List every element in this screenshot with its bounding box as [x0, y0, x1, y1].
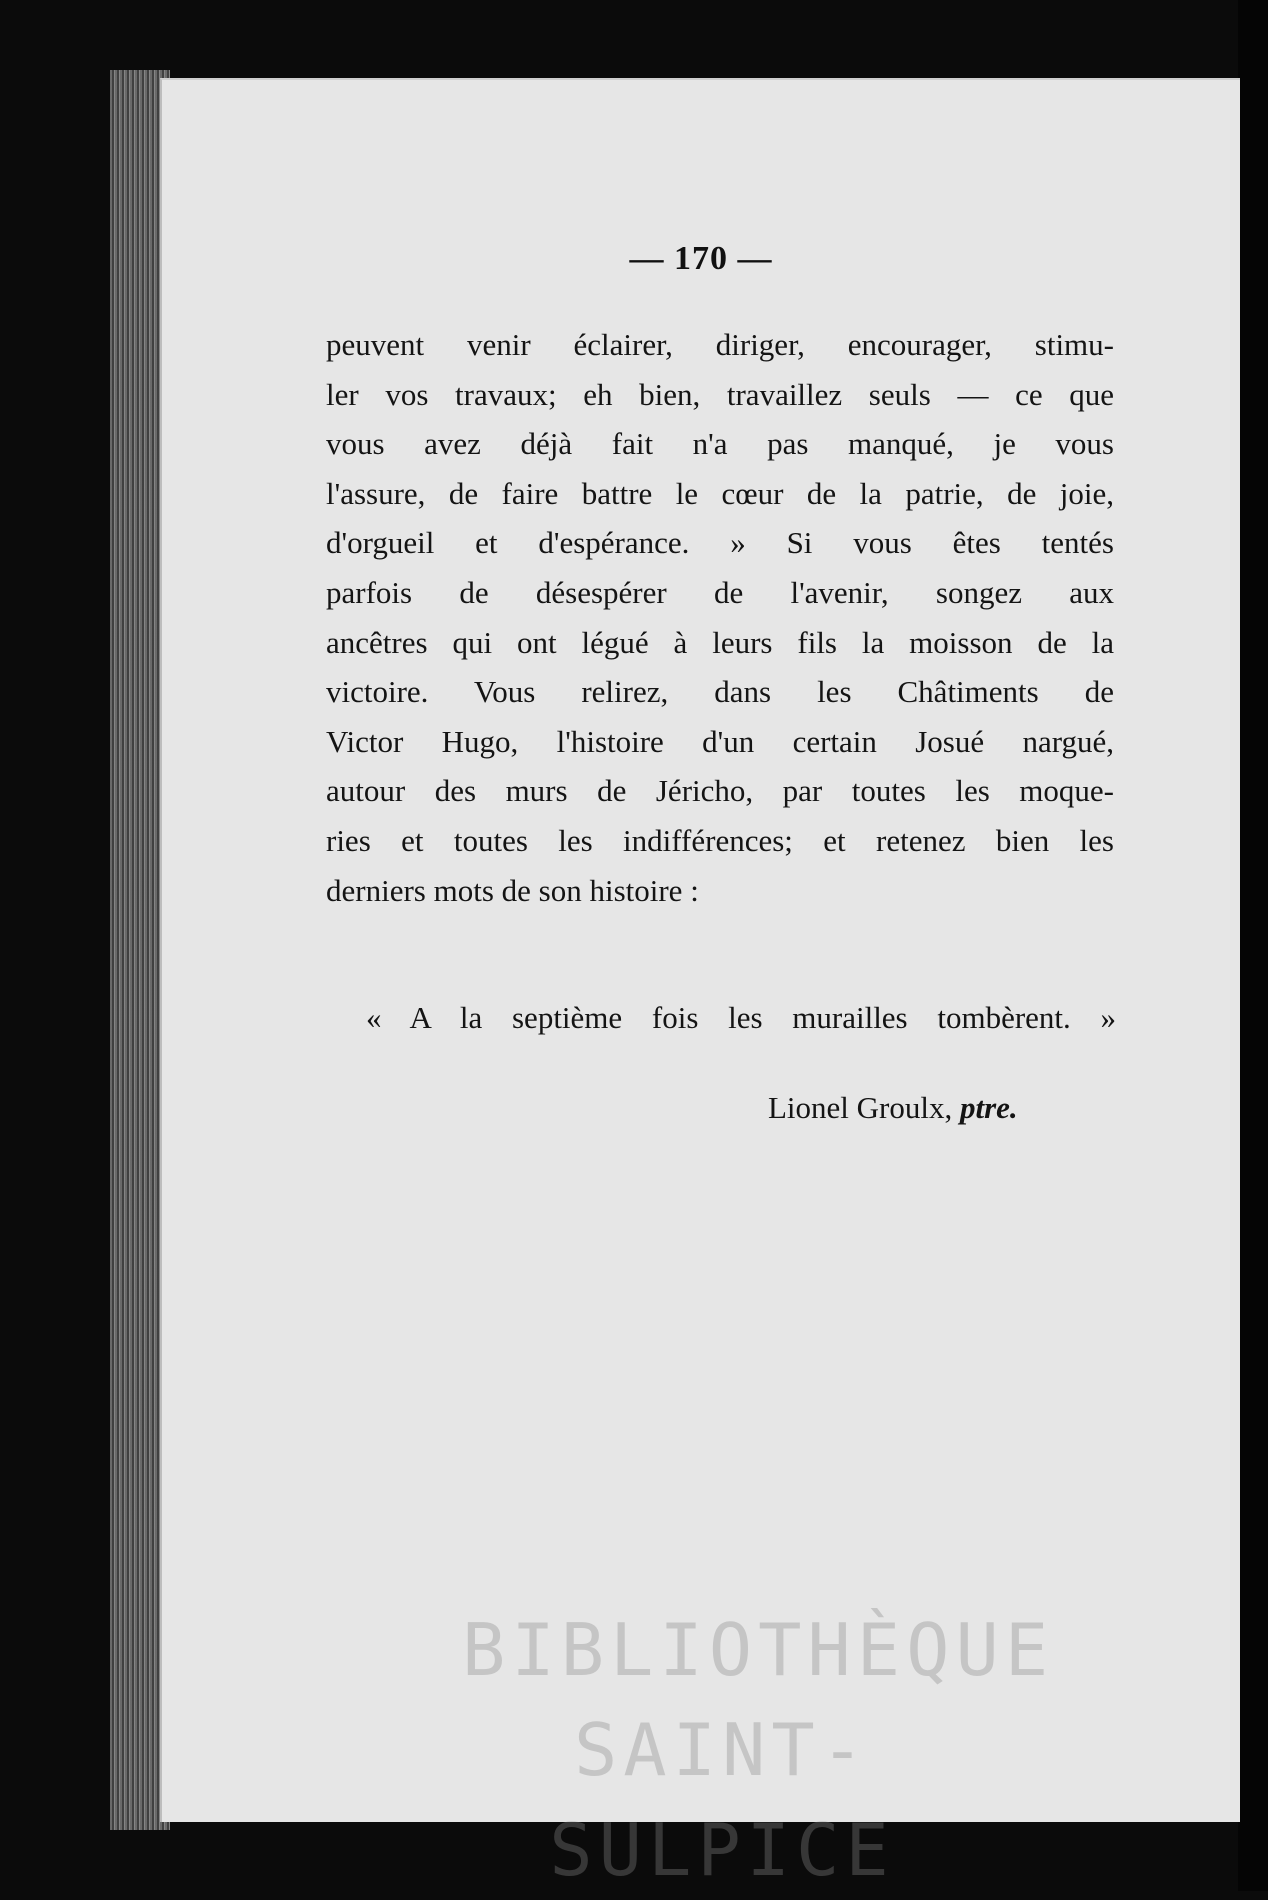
paragraph-line: ancêtres qui ont légué à leurs fils la moisson de la	[326, 624, 1114, 660]
paragraph-line: parfois de désespérer de l'avenir, songez aux	[326, 574, 1114, 610]
paragraph	[326, 320, 1114, 915]
paragraph-line: autour des murs de Jéricho, par toutes les moque-	[326, 773, 1114, 809]
signature-name: Lionel Groulx,	[768, 1090, 953, 1125]
paragraph-line: victoire. Vous relirez, dans les Châtiments de	[326, 674, 1114, 710]
paragraph-line: d'orgueil et d'espérance. » Si vous êtes tentés	[326, 525, 1114, 561]
paragraph-line: peuvent venir éclairer, diriger, encourager, stimu-	[326, 327, 1114, 362]
scan-border	[1238, 0, 1268, 1891]
paragraph-line: derniers mots de son histoire :	[326, 872, 699, 908]
book-page	[160, 78, 1240, 1892]
paragraph-line: l'assure, de faire battre le cœur de la patrie, de joie,	[326, 475, 1114, 511]
quote: « A la septième fois les murailles tombèrent. »	[366, 1000, 1116, 1035]
paragraph-line: vous avez déjà fait n'a pas manqué, je vous	[326, 426, 1114, 462]
library-perforation-stamp: BIBLIOTHÈQUE SAINT-SULPICE	[462, 1608, 1055, 1892]
page-number: — 170 —	[629, 240, 773, 277]
signature	[768, 1090, 1018, 1126]
paragraph-line: Victor Hugo, l'histoire d'un certain Josué nargué,	[326, 723, 1114, 759]
paragraph-line: ler vos travaux; eh bien, travaillez seuls — ce que	[326, 376, 1114, 412]
paragraph-line: ries et toutes les indifférences; et retenez bien les	[326, 822, 1114, 858]
signature-title: ptre.	[960, 1090, 1018, 1125]
